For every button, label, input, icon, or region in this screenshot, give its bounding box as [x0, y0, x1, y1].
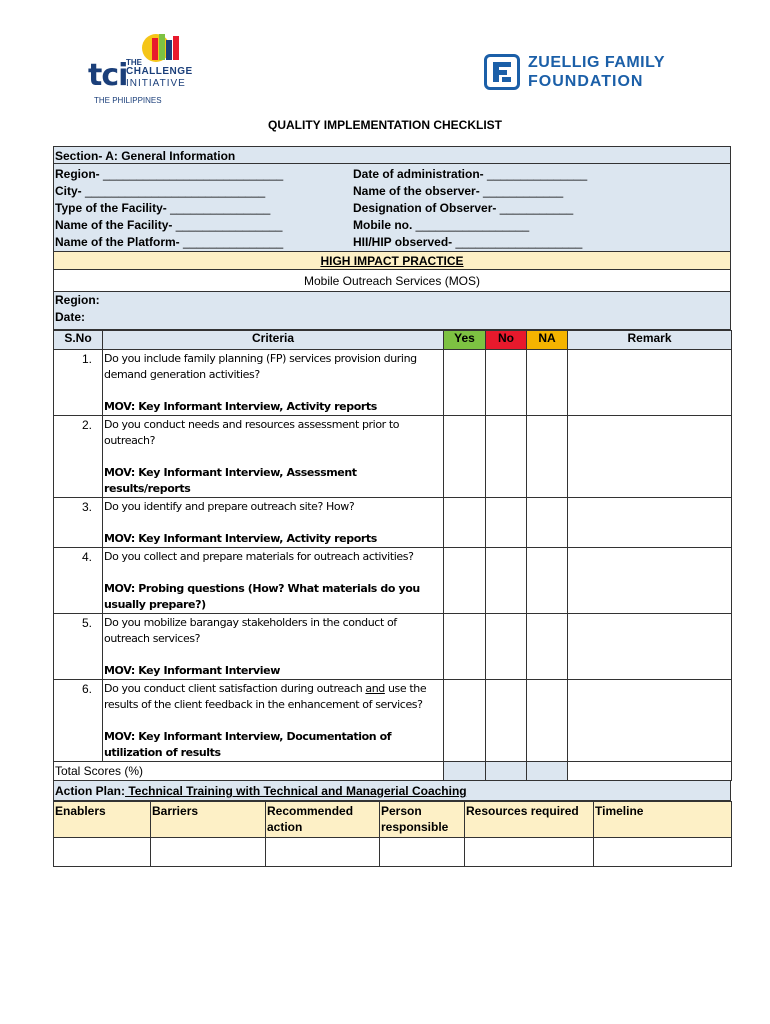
hip-name: Mobile Outreach Services (MOS): [53, 270, 731, 292]
criteria-mov: MOV: Key Informant Interview: [104, 664, 280, 677]
na-cell[interactable]: [527, 350, 568, 416]
date-label: Date:: [55, 310, 86, 324]
person-responsible-cell[interactable]: [380, 838, 465, 867]
criteria-table: [53, 330, 732, 781]
observer-name-field[interactable]: Name of the observer- ____________: [353, 184, 564, 198]
criteria-mov: MOV: Probing questions (How? What materials do you usually prepare?): [104, 582, 420, 611]
row-number: 5.: [54, 614, 103, 680]
sno-header: S.No: [54, 331, 103, 350]
criteria-mov: MOV: Key Informant Interview, Assessment results/reports: [104, 466, 357, 495]
criteria-question: Do you conduct client satisfaction during outreach and use the results of the client feedback in the enhancement of services?: [104, 682, 427, 711]
action-plan-header-row: [54, 802, 732, 838]
criteria-cell: [103, 350, 444, 416]
table-row: [54, 614, 732, 680]
platform-name-field[interactable]: Name of the Platform- _______________: [55, 235, 284, 249]
row-number: 6.: [54, 680, 103, 762]
zff-logo: [484, 52, 674, 96]
date-admin-field[interactable]: Date of administration- _______________: [353, 167, 588, 181]
no-cell[interactable]: [486, 416, 527, 498]
row-number: 4.: [54, 548, 103, 614]
na-cell[interactable]: [527, 680, 568, 762]
action-plan-label: Action Plan:: [55, 784, 126, 798]
remark-cell[interactable]: [568, 548, 732, 614]
timeline-cell[interactable]: [594, 838, 732, 867]
table-row: [54, 416, 732, 498]
region-label: Region:: [55, 293, 100, 307]
city-field[interactable]: City- ___________________________: [55, 184, 266, 198]
remark-cell[interactable]: [568, 416, 732, 498]
no-cell[interactable]: [486, 548, 527, 614]
row-number: 3.: [54, 498, 103, 548]
remark-cell[interactable]: [568, 498, 732, 548]
criteria-question: Do you collect and prepare materials for outreach activities?: [104, 550, 414, 563]
enablers-cell[interactable]: [54, 838, 151, 867]
action-plan-table: [53, 801, 732, 867]
zff-line1: ZUELLIG FAMILY: [528, 54, 666, 71]
yes-cell[interactable]: [444, 498, 486, 548]
yes-cell[interactable]: [444, 680, 486, 762]
checklist-form: [53, 146, 731, 867]
general-info-header: Section- A: General Information: [53, 146, 731, 164]
region-field[interactable]: Region- ___________________________: [55, 167, 284, 181]
row-number: 2.: [54, 416, 103, 498]
facility-type-field[interactable]: Type of the Facility- _______________: [55, 201, 271, 215]
no-cell[interactable]: [486, 498, 527, 548]
criteria-mov: MOV: Key Informant Interview, Documentation of utilization of results: [104, 730, 392, 759]
region-date-block: [53, 292, 731, 330]
criteria-cell: [103, 680, 444, 762]
remark-header: Remark: [568, 331, 732, 350]
total-remark-cell[interactable]: [568, 762, 732, 781]
yes-cell[interactable]: [444, 416, 486, 498]
tci-initiative: INITIATIVE: [126, 78, 186, 89]
remark-cell[interactable]: [568, 350, 732, 416]
tci-mark: tci: [88, 58, 128, 93]
criteria-question: Do you include family planning (FP) services provision during demand generation activities?: [104, 352, 417, 381]
yes-cell[interactable]: [444, 548, 486, 614]
criteria-cell: [103, 548, 444, 614]
zff-mark-icon: [484, 54, 520, 90]
resources-required-cell[interactable]: [465, 838, 594, 867]
action-plan-value: Technical Training with Technical and Managerial Coaching: [125, 784, 467, 798]
general-info-left: [55, 166, 350, 251]
criteria-question: Do you mobilize barangay stakeholders in the conduct of outreach services?: [104, 616, 397, 645]
remark-cell[interactable]: [568, 614, 732, 680]
total-row: [54, 762, 732, 781]
criteria-cell: [103, 416, 444, 498]
na-cell[interactable]: [527, 614, 568, 680]
general-info-body: [53, 164, 731, 252]
criteria-cell: [103, 498, 444, 548]
na-cell[interactable]: [527, 548, 568, 614]
criteria-header-row: [54, 331, 732, 350]
mobile-field[interactable]: Mobile no. _________________: [353, 218, 530, 232]
barriers-header: Barriers: [151, 802, 266, 838]
no-header: No: [486, 331, 527, 350]
recommended-action-cell[interactable]: [266, 838, 380, 867]
yes-cell[interactable]: [444, 350, 486, 416]
resources-required-header: Resources required: [465, 802, 594, 838]
total-na-cell[interactable]: [527, 762, 568, 781]
hip-header: HIGH IMPACT PRACTICE: [53, 252, 731, 270]
enablers-header: Enablers: [54, 802, 151, 838]
table-row: [54, 548, 732, 614]
action-plan-row-entry: [54, 838, 732, 867]
timeline-header: Timeline: [594, 802, 732, 838]
tci-challenge: CHALLENGE: [126, 66, 193, 77]
tci-logo: [88, 28, 218, 108]
yes-header: Yes: [444, 331, 486, 350]
criteria-question: Do you conduct needs and resources assessment prior to outreach?: [104, 418, 400, 447]
recommended-action-header: Recommended action: [266, 802, 380, 838]
action-plan-row: [53, 781, 731, 801]
row-number: 1.: [54, 350, 103, 416]
total-no-cell[interactable]: [486, 762, 527, 781]
criteria-mov: MOV: Key Informant Interview, Activity reports: [104, 532, 377, 545]
no-cell[interactable]: [486, 614, 527, 680]
na-cell[interactable]: [527, 498, 568, 548]
criteria-question: Do you identify and prepare outreach site? How?: [104, 500, 355, 513]
na-header: NA: [527, 331, 568, 350]
tci-the: THE: [126, 58, 142, 67]
facility-name-field[interactable]: Name of the Facility- ________________: [55, 218, 283, 232]
yes-cell[interactable]: [444, 614, 486, 680]
page-title: QUALITY IMPLEMENTATION CHECKLIST: [268, 118, 502, 132]
criteria-cell: [103, 614, 444, 680]
total-yes-cell[interactable]: [444, 762, 486, 781]
remark-cell[interactable]: [568, 680, 732, 762]
table-row: [54, 498, 732, 548]
criteria-header: Criteria: [103, 331, 444, 350]
tci-buildings-icon: [138, 28, 184, 66]
barriers-cell[interactable]: [151, 838, 266, 867]
general-info-right: [353, 166, 723, 251]
person-responsible-header: Person responsible: [380, 802, 465, 838]
observer-designation-field[interactable]: Designation of Observer- ___________: [353, 201, 574, 215]
zff-line2: FOUNDATION: [528, 73, 644, 90]
na-cell[interactable]: [527, 416, 568, 498]
criteria-mov: MOV: Key Informant Interview, Activity reports: [104, 400, 377, 413]
no-cell[interactable]: [486, 350, 527, 416]
hip-observed-field[interactable]: HII/HIP observed- ___________________: [353, 235, 583, 249]
total-label: Total Scores (%): [54, 762, 444, 781]
no-cell[interactable]: [486, 680, 527, 762]
table-row: [54, 680, 732, 762]
table-row: [54, 350, 732, 416]
tci-country: THE PHILIPPINES: [94, 96, 162, 105]
